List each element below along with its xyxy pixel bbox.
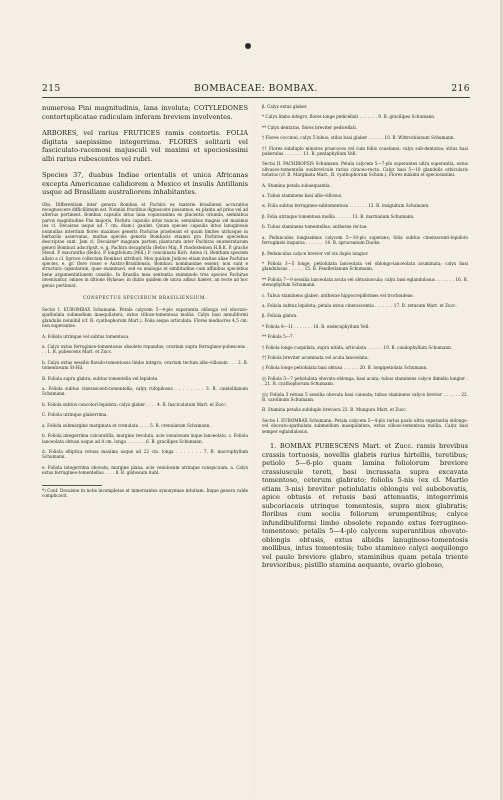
page-number-left: 215 — [42, 84, 61, 94]
text-paragraph: C. Foliola utrinque glaberrima. — [42, 412, 108, 418]
text-paragraph: a. Foliola submargine marginata et crenulata . . . . 5. B. crenulatum Schumann. — [42, 422, 211, 428]
paragraph-spacer — [262, 434, 468, 442]
text-paragraph: a. Tubus staminens basi albo-villosus. — [262, 193, 343, 199]
footnote-rule — [42, 485, 102, 486]
scan-artifact-dot — [245, 43, 251, 49]
text-paragraph: * Foliola 3—5 longe; petiolulata lanceolata vel oblongo-lanceolata acuminata; calyx basi glandulosus . . . . . . 15. B. Fendlerianum Schumann. — [262, 260, 468, 272]
paragraph-spacer — [42, 121, 248, 129]
text-paragraph: e. Foliola integerrima obovata, margine plana, acie venulosum utrinque conspicuum. a. Calyx extus ferrugineo-tomentellus . . . . 8. B. globosum Aubl. — [42, 464, 248, 476]
running-head: BOMBACEAE: BOMBAX. — [194, 84, 318, 94]
page-header — [42, 84, 470, 98]
text-paragraph: ** Foliola 5—7. — [262, 334, 294, 340]
species-description: 1. BOMBAX PUBESCENS Mart. et Zucc. ramis brevibus crassis tortuosis, novellis glabris rarius hirtellis, teretibus; petiolo 5—6-plo quam lamina foliolorum breviore crassiuscule tereti, basi incrassata supra excavata tomentoso, ceterum glabrato; foliolis 5-nis (ex cl. Martio etiam 3-nis) breviter petiolulatis oblongis vel subobovatis, apice obtusis et retusis basi attenuatis, integerrimis subcoriaceis utrinque tomentosis, supra mox glabratis; floribus cum sociis foliorum erumpentibus; calyce infundibuliformi limbo obsolete repando extus ferrugineo-tomentoso; petalis 5—4-plo calycem superantibus obovato-oblongis obtusis, extus albidis lanuginoso-tomentosis mollibus, intus tomentosis; tubo stamineo calyci aequilongo vel paulo breviore glabro, staminibus quam petala triente brevioribus; pistillo stamina aequante, ovario globoso, — [262, 442, 468, 570]
text-paragraph: * Calyx limbo integro, flores longe pedicellati . . . . . . . 9. B. gracilipes Schumann. — [262, 114, 436, 120]
text-paragraph: a. Foliola subtus lepidota; petala extus cinerascentia . . . . . . . 17. B. retusum Mart. et Zucc. — [262, 302, 457, 308]
text-paragraph: B. Foliola supra glabra, subtus tomentella vel lepidota. — [42, 375, 159, 381]
text-paragraph: Sectio I. EUBOMBAX Schumann. Petala calycem 5—4-plo superantia oblonga vel obovato-spathulata submedium inaequilatera, extus villoso-tomentosa mollia. Calyx basi annuliformi glandulis nonnihil (cf. B. cyathophorum Mart.). Folia seque articulata. Flores mediocres 4,5 cm. non superantes. — [42, 307, 248, 329]
text-paragraph: numerosa Pini magnitudinis, lana involuta; COTYLEDONES contortuplicatae radiculam inferam breviem involventes. — [42, 104, 248, 121]
paragraph-spacer — [42, 476, 248, 481]
text-paragraph: Sectio I. EUBOMBAX Schumann. Petala calycem 5—4-plo rarius paulo ultra superantia oblongo- vel obovato-spathulata submedium inaequilatera, extus villoso-tomentosa mollia. Calyx basi semper eglandulosus. — [262, 417, 468, 434]
text-paragraph: ◊◊ Foliola 5—7 petiolulata obovato-oblonga, basi acuta; tubus staminens calyce dimidio longior . . 21. B. cyathophorum Schumann. — [262, 375, 468, 387]
text-paragraph: ◊ Foliola longe petiolulata basi obtusa . . . . . . 20. B. longipetiolata Schumann. — [262, 365, 428, 371]
text-paragraph: α. Folia subtus ferrugineo-subtomentosa . . . . . . . 12. B. insignitum Schumann. — [262, 203, 430, 209]
text-paragraph: ** Foliola 7—9 sessilia lanceolata acuta vel obtusiuscula; calyx basi eglandulosus . . . . . . . 16. B. stenophyllum Schumann. — [262, 276, 468, 288]
text-paragraph: b. Tubus staminens tomentellus; antherae rectae. — [262, 224, 368, 230]
column-gutter — [254, 104, 255, 794]
text-paragraph: † Foliola longe cuspidata, supra nitida, articulata . . . . . . 19. B. caudophyllum Schumann. — [262, 344, 453, 350]
text-paragraph: †† Flores subduplo minores praecoces vel cum foliis coaetanei; calyx sub-dentatus; stilus basi puberulus . . . . . . . 11. B. pentaphyllum Vell. — [262, 145, 468, 157]
text-paragraph: β. Folia utrinque tomentosa mollia . . . . . . 13. B. martianum Schumann. — [262, 213, 415, 219]
text-paragraph: β. Foliola glabra. — [262, 313, 298, 319]
text-paragraph: β. Pedunculus calyce brevior vel vix duplo longior. — [262, 250, 369, 256]
page-number-right: 216 — [451, 84, 470, 94]
text-paragraph: Sectio II. PACHIROPSIS Schumann. Petala calycem 5—7-plo superantes ultra superantia, extus olivaceo-tomentella suubrevicule rarius ciraceo-recta. Calyx basi 5—10 glandulis orbicularis notatus (cf. B. Marginata Mart., B. cyathophorum Schum.). Flores maximi et speciosissimi. — [262, 161, 468, 178]
text-paragraph: β. Calyx extus glaber. — [262, 104, 308, 109]
text-paragraph: ** Calyx dentatus, flores breviter pedicellati. — [262, 124, 358, 130]
text-paragraph: Obs. Differentiam inter genera Bombax et Pachira ex materie brasiliensi accuratius recognoscere difficillimum est. Nonnisi fructibus dignoscere possumus, ex planta ad prius vel ad alterius pertinent. Bombax capsulis intus lana copiosissima ex placentis oriunda, seminibus parvis magnitudine Pisi majoris, Pachira capsulis intus nuncis, seminibus magnis vel maximis (ex cl. Decaisne usque ad 7 cm. diam.) gaudet. Quum species capsulis intus lanuginosis nonnullas interdum flores maximos generis Pachirae praebeant et quum limites utriusque in herbariis asservatas, multae species generis Bombacis etiamsi pro Pachirae speciebus descriptae sunt. Jam cl. Decaisne* magnam partem plantarum inter Pachiras enumeratarum generi Bombaci adscripsit, e. g. Pachira decaphylla (Bello) Miq. P. rhodostemon H.B.K. P. gracile Steud. P. macrantha (Bello). P. longifolium (Mill.) P. concinnata Rich. Antea cl. Bentham speciem allato a cl. Spruce collectam Bombaci attribuit. Mox quidam Judices etiam multae aliae Pachirae species, e. gr. flore roseo e Austro-Brasiliensis, Bombaci nominandae essent; non sunt e structura capsularum, quae examinavi, sed ex analogia et similitudine cum affinibus speciebus bene argumentationem consilio. In Brasilia mea sententia enimmodo tres species Pachirae inveniuntur, omnes in ditione Hylaeae; in dubio quidem de unica adhuc haeret, an recte ad hoc genus pertineat. — [42, 201, 248, 288]
text-paragraph: A. Stamina petala subaequantia. — [262, 182, 331, 188]
text-paragraph: †† Foliola breviter acuminata vel acuta lanceolata. — [262, 354, 369, 360]
text-paragraph: b. Foliola subtus concolori lepidota; calyx glaber . . . . 4. B. fasciculatum Mart. et Zucc. — [42, 401, 227, 407]
text-paragraph: B. Stamina petalis subduplo breviora 23. B. Mungura Mart. et Zucc. — [262, 407, 407, 413]
text-paragraph: c. Tubus staminens glaber; antherae hippocrepiformes vel trochoideae. — [262, 292, 414, 298]
text-paragraph: b. Calyx extus sessilis flavido-tomentosus limbo integro; ovarium tectum albo-villosum . . . 2. B. tomentosum St-Hil. — [42, 359, 248, 371]
text-paragraph: d. Foliola elliptica retusa maxima usque ad 22 cm. longa . . . . . . . 7. B. macrophyllum Schumann. — [42, 448, 248, 460]
paragraph-spacer — [42, 288, 248, 296]
text-paragraph: A. Foliola utrinque vel subtus tomentosa. — [42, 333, 130, 339]
text-paragraph: ARBORES, vel rarius FRUTICES ramis contortis. FOLIA digitata saepissime integerrima. FLORES solitarii vel fasciculato-racemosi majusculi vel maximi et speciosissimi albi rarius rubescentes vel rubri. — [42, 129, 248, 163]
footnote: *) Conf. Decaisne in notis incompletas et inmersantes synonymiae intuitam. Inque genera valde complicavit. — [42, 487, 248, 498]
text-paragraph: ◊◊◊ Foliola 3 retusa 5 sessilia obovata basi cuneata; tubus staminens calyce brevior . . . . . . 22. B. carolinum Schumann. — [262, 391, 468, 402]
left-text-column — [42, 104, 248, 794]
header-rule — [42, 97, 470, 98]
text-paragraph: a. Calyx extus ferrugineo-tomentosus obsolete repandus; ovarium supra ferrugineo-pubescens . . . 1. B. pubescens Mart. et Zucc. — [42, 344, 248, 355]
text-paragraph: * Foliola 8—11 . . . . . . . 18. B. endecaphyllum Vell. — [262, 323, 370, 329]
text-paragraph: † Flores coccinei; calyx 5-lobus; stilus basi glaber . . . . . . 10. B. Wittrockianum Schumann. — [262, 135, 455, 141]
section-heading: CONSPECTUS SPECIERUM BRASILIENSIUM. — [83, 296, 207, 301]
text-paragraph: a. Foliola subtus cinerascenti-tomentella; calyx rufopilosus . . . . . . . . 3. B. candollianum Schumann. — [42, 386, 248, 397]
text-paragraph: b. Foliola integerrima calcaratilla, margine revoluta, acie venulosum inque lanceolato. c. Foliola lanceolata obtusa usque ad 8 cm. longa . . . . . . . 6. B. gracilipes Schumann. — [42, 433, 248, 444]
paragraph-spacer — [42, 163, 248, 171]
text-paragraph: Species 37, duabus Indiae orientalis et unica Africanas excepta Americanae calidiorem a Mexico et insulis Antillanis usque ad Brasiliam australiorem inhabitantes. — [42, 171, 248, 196]
right-text-column — [262, 104, 468, 794]
text-paragraph: a. Pedunculus longissimus calycem 5—10-plo superans; folia subtus cinerascenti-lepidoto ferrugineis insparsa . . . . . . . 14. B. spruceanum Ducke. — [262, 234, 468, 246]
